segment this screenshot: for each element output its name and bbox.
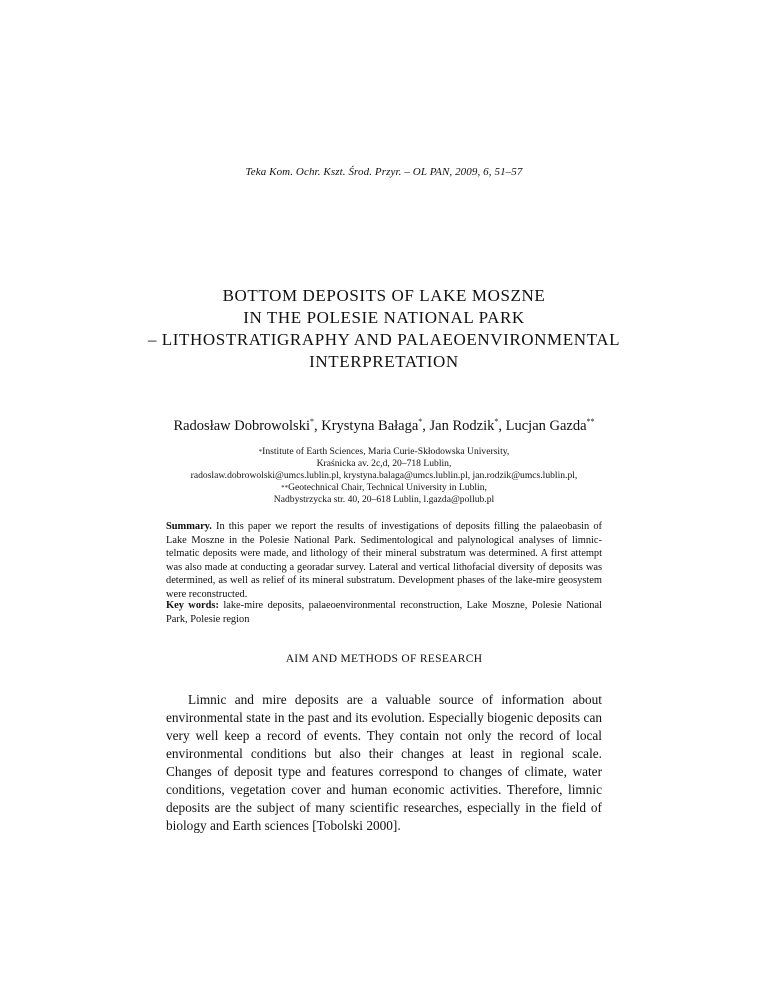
keywords (166, 599, 602, 626)
title-line: IN THE POLESIE NATIONAL PARK (243, 308, 525, 327)
title-line: INTERPRETATION (309, 352, 459, 371)
article-title (0, 285, 768, 373)
author-mark: ** (586, 417, 595, 426)
title-line: BOTTOM DEPOSITS OF LAKE MOSZNE (222, 286, 546, 305)
summary (166, 520, 602, 602)
keywords-text: lake-mire deposits, palaeoenvironmental reconstruction, Lake Moszne, Polesie National Park, Polesie region (166, 600, 602, 625)
author-mark: * (309, 417, 314, 426)
author-name: Radosław Dobrowolski (173, 418, 310, 434)
author-mark: * (494, 417, 499, 426)
affiliation-line: Nadbystrzycka str. 40, 20–618 Lublin, l.gazda@pollub.pl (273, 494, 495, 505)
author-list: Radosław Dobrowolski*, Krystyna Bałaga*, Jan Rodzik*, Lucjan Gazda** (173, 417, 595, 434)
summary-label: Summary. (166, 521, 212, 532)
affiliation-line: Kraśnicka av. 2c,d, 20–718 Lublin, (316, 458, 452, 469)
affiliation-line: **Geotechnical Chair, Technical University in Lublin, (281, 482, 487, 493)
affiliation-mark: ** (281, 484, 289, 492)
author-name: Jan Rodzik (429, 418, 495, 434)
paragraph-text: Limnic and mire deposits are a valuable source of information about environmental state in the past and its evolution. Especially biogenic deposits can very well keep a record of events. They contain not only the record of local environmental conditions but also their changes at least in regional scale. Changes of deposit type and features correspond to changes of climate, water conditions, vegetation cover and human economic activities. Therefore, limnic deposits are the subject of many scientific researches, especially in the field of biology and Earth sciences [Tobolski 2000]. (166, 692, 602, 833)
body-paragraph (166, 691, 602, 835)
author-mark: * (418, 417, 423, 426)
affiliation-line: *Institute of Earth Sciences, Maria Curie-Skłodowska University, (258, 446, 510, 457)
summary-text: In this paper we report the results of investigations of deposits filling the palaeobasin of Lake Moszne in the Polesie National Park. Sedimentological and palynological analyses of limnic-telmatic deposits were made, and lithology of their mineral substratum was determined. A first attempt was also made at conducting a georadar survey. Lateral and vertical lithofacial diversity of deposits was determined, as well as relief of its mineral substratum. Development phases of the lake-mire geosystem were reconstructed. (166, 521, 602, 600)
keywords-label: Key words: (166, 600, 219, 611)
affiliation-mark: * (258, 448, 263, 456)
section-heading: AIM AND METHODS OF RESEARCH (285, 653, 483, 665)
title-line: – LITHOSTRATIGRAPHY AND PALAEOENVIRONMENTAL (147, 330, 621, 349)
affiliation-emails: radoslaw.dobrowolski@umcs.lublin.pl, krystyna.balaga@umcs.lublin.pl, jan.rodzik@umcs.lublin.pl, (190, 470, 578, 481)
author-name: Lucjan Gazda (505, 418, 587, 434)
affiliations (0, 446, 768, 506)
running-head: Teka Kom. Ochr. Kszt. Środ. Przyr. – OL PAN, 2009, 6, 51–57 (245, 166, 523, 178)
author-name: Krystyna Bałaga (321, 418, 419, 434)
